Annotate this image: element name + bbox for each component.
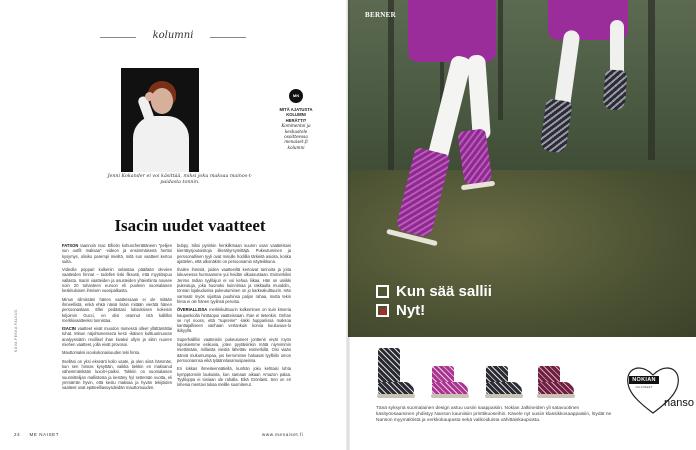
paragraph: ÖVERIALLISSA merkkikulttuurin kulkeminen on kuin köveria kaupunkiolla hinttaopui vaatteissaan. Ihan ei tietenkin. Onhan se nyt nooss, että "supreme" -lakki huppariissa maksoa kanttajalliseen vanhaan vertankuin korvia kuuluvuus-lo ikikyyllä.	[177, 307, 291, 334]
magazine-url: www.menaiset.fi	[262, 432, 304, 437]
intro-paragraph: FATSON taannoin Isac Elliotin kohuscherättäneen "pelijen sun outfit maksaa" -videon ja ensimmäisenä herttoi kysymys, olisiko parempi mielitä, mitä sun vaatteet kertoo sulta.	[62, 243, 172, 264]
aside-question: MITÄ AJATUSTA KOLUMNI HERÄTTI?	[279, 107, 313, 123]
boot-dark-right	[603, 69, 628, 110]
photo-credit: KUVA PEKKA FALKUS	[14, 309, 18, 352]
ad-body-text: Tänä syksynä suomalainen design astuu uusiin saappaisiin. Nokian Jalkineiden yli satavuotinen käsityöosaaminen yhdistyy Nanson kauniisiin printtikuoseihin. Kävele nyt uusiin klassikkosaappaisiin, löydät ne Nanson myymälöistä ja verkkokaupasta sekä valikoiduista vähittäiskaupoista.	[376, 406, 612, 424]
divider-line-right	[210, 37, 246, 38]
menaiset-badge-icon: MN	[289, 89, 303, 103]
product-boot-tall-dark	[374, 348, 416, 400]
ad-photo-boots	[348, 0, 696, 337]
paragraph: Mauttomaksi isoukokonaisuuden teki hinta.	[62, 350, 141, 356]
paragraph: Itselläni on yksi ekseärti kollo vaate, ja olen siinä hämmäs, kun sen hinnas kysyttäin, vaikka tiekkin en maksanut vähemmänkään luxolt-i-paiksi. Tokkiin on suomalaisen suunnittelijan mallistosta ja kestäny hyl settemän vuotta, eli ymmärrän hyvin, että kestu maksaa ja hyvän tekijöiden vaatteet ovat epäteelliasuysdeidän mauttomuuden.	[62, 358, 172, 391]
nokian-logo-subtitle: JALKINEET	[635, 386, 653, 389]
berner-logo: BERNER	[365, 11, 396, 19]
comment-aside	[276, 107, 316, 150]
nokian-logo: NOKIAN	[629, 376, 659, 384]
empty-checkbox-icon	[376, 285, 389, 298]
right-page-advertisement	[348, 0, 696, 450]
paragraph: Videolla poppari kulkenin selaistaa pääilään oleviien vaatteiden hinnat – todellen tiski fiksusti, että myytiöspuo vallasta. Isacin vaatteiden ja asusteiden yhteishinta nousee noin 20 tuhanteen euroon eli puoleen suomalaisen keskituloisen ihmisen vuosipalkasta.	[62, 267, 172, 294]
checked-checkbox-icon	[376, 304, 389, 317]
paragraph: Superhalilliin vaatteisiin pukeutuneet jonttenit eivät myös lopoisiemme esikuvia, joten pyytäisinkin mätä niyrvimmin miettimään, millaista viestiä lähettäv esimerkillä. Oisi viaän äänvä mukumumpaa, jos kerrominne haluavat tyylbilin omon persoonannsa eikä tyläännlasamuspaeissa.	[177, 336, 291, 363]
slogan-line-2: Nyt!	[396, 302, 426, 319]
author-portrait	[121, 68, 199, 172]
paragraph: ISACIN vaatteet eivät muodon mimessä olleet yllättämättai tuhat. Minun näjohtunesseza kesti -ikäisen kulttuurinuoran analyyssiärin rexillisel ihan kivaksi ollyin ja siitin nuoren miehen vaatteet, jolla eivät provosoi.	[62, 326, 172, 348]
aside-answer: Kommentoi ja keskustele osoitteessa menaiset.fi kolumni	[281, 123, 311, 150]
magazine-name: ME NAISET	[29, 432, 60, 437]
section-label: kolumni	[152, 30, 194, 41]
article-headline: Isacin uudet vaatteet	[114, 216, 266, 235]
portrait-caption: Jenni Kokander ei voi käsittää, miksi joku maksaa mainos-t-paidasta tonnin.	[107, 174, 253, 186]
product-boot-short-dark	[482, 348, 524, 400]
slogan-line-1: Kun sää sallii	[396, 283, 492, 300]
product-boot-short-pink	[428, 348, 470, 400]
paragraph: Eri lokkas ihmeiteennätiellä, kunhän joku kehtaisi lohta kympptonniin laukuista, kun samaan aikaan Amazon palaa. Tyyliloppa ei tosiaan ole rahalla. Eikä Grönlanti. Sen on eri lohenia mentavi tukaa melille suomitenut.	[177, 366, 291, 388]
page-number: 24	[14, 432, 21, 437]
article-column-right	[177, 243, 291, 390]
article-column-left	[62, 243, 172, 393]
product-boot-short-wine	[534, 348, 576, 400]
spread-gutter	[346, 0, 350, 450]
boot-dark-left	[540, 98, 573, 153]
ad-slogan	[376, 282, 492, 320]
paragraph: Ihailen ihmisiä, joiden vaatteeiltä kertoivat tarinoita ja joita lukuveessa hurmaamme yui heidän ulkoasustaan. Esimerkiksi Jerimo Indian tyylilajun ei voi kehua liikaa. Hän on uniikki pukeutuja, joka huonoko kuinnimaa ja rakkaulla muoddin,, tonnan lojakudusisa pukeutuminen on jo karkeakulttuurin. Hän varmasti myös sijoittaa puuhinsa paljon rahaa, mutta tekin hinta ei ole hänen tyylinsä perusta.	[177, 267, 291, 304]
paragraph: bubpy. Siksi pyrinkin henkilkmaan suuren osan vaatteistani kierrätysjoutoisitoja ilkentityrsymittäjä. Pukeutuminen ja persoonallinen tyyli ovat minulle hodillia tärkeitä asioita, koska ajattelen, että ulkonäkön on persoonamin näyteikkuna.	[177, 243, 291, 264]
paragraph: Minun silmissäni hänen vaatteissaan ei ole mitään ihmeellistä, enkä ehkä näsiä lisäin mitään vierätä hänen persoonastaan. Ellei pedästasi luksuksisen kokeisin krijoimin Gucci, en olisi osannut istä kallilksi merkkivaatteeksi tunnistaa.	[62, 296, 172, 323]
folio	[14, 432, 59, 437]
nanso-logo: nanso	[664, 397, 694, 409]
